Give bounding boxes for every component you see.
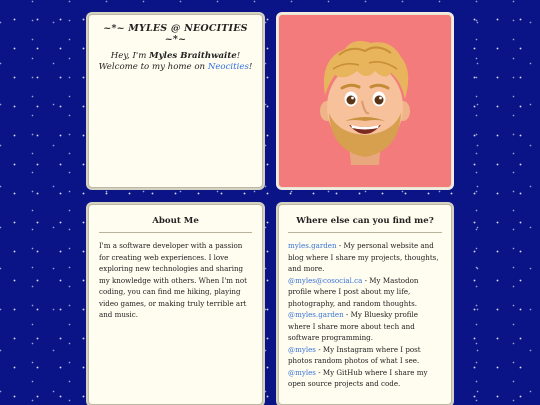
links-divider (288, 232, 442, 233)
neocities-link[interactable]: Neocities (207, 62, 249, 72)
list-item: @myles - My Instagram where I post photos random photos of what I see. (288, 344, 421, 365)
instagram-link[interactable]: @myles (288, 344, 316, 354)
greeting-line: Hey, I'm Myles Braithwaite! (110, 51, 241, 61)
bluesky-link[interactable]: @myles.garden (288, 310, 344, 319)
list-item: @myles.garden - My Bluesky profile where I share more about tech and software programming. (288, 310, 418, 342)
about-text: I'm a software developer with a passion for creating web experiences. I love exploring new technologies and sharing my knowledge with others. When I'm not coding, you can find me hiking, playing video games, or making truly terrible art and music. (99, 241, 247, 319)
list-item: @myles - My GitHub where I share my open source projects and code. (288, 367, 428, 388)
memoji-avatar-icon (279, 15, 451, 187)
welcome-line: Welcome to my home on Neocities! (98, 62, 253, 72)
greeting-name: Myles Braithwaite (149, 51, 237, 61)
about-divider (99, 232, 252, 233)
website-link[interactable]: myles.garden (288, 241, 337, 250)
intro-card (88, 14, 263, 188)
github-link[interactable]: @myles (288, 367, 316, 377)
about-heading: About Me (152, 216, 199, 226)
about-card (88, 204, 263, 405)
site-title: ~*~ MYLES @ NEOCITIES ~*~ (103, 23, 248, 45)
links-card (278, 204, 452, 405)
mastodon-link[interactable]: @myles@cosocial.ca (288, 275, 363, 285)
links-heading: Where else can you find me? (296, 216, 434, 226)
list-item: myles.garden - My personal website and blog where I share my projects, thoughts, and more. (288, 241, 439, 273)
avatar-card (278, 14, 452, 188)
list-item: @myles@cosocial.ca - My Mastodon profile where I post about my life, photography, and random thoughts. (288, 275, 419, 308)
